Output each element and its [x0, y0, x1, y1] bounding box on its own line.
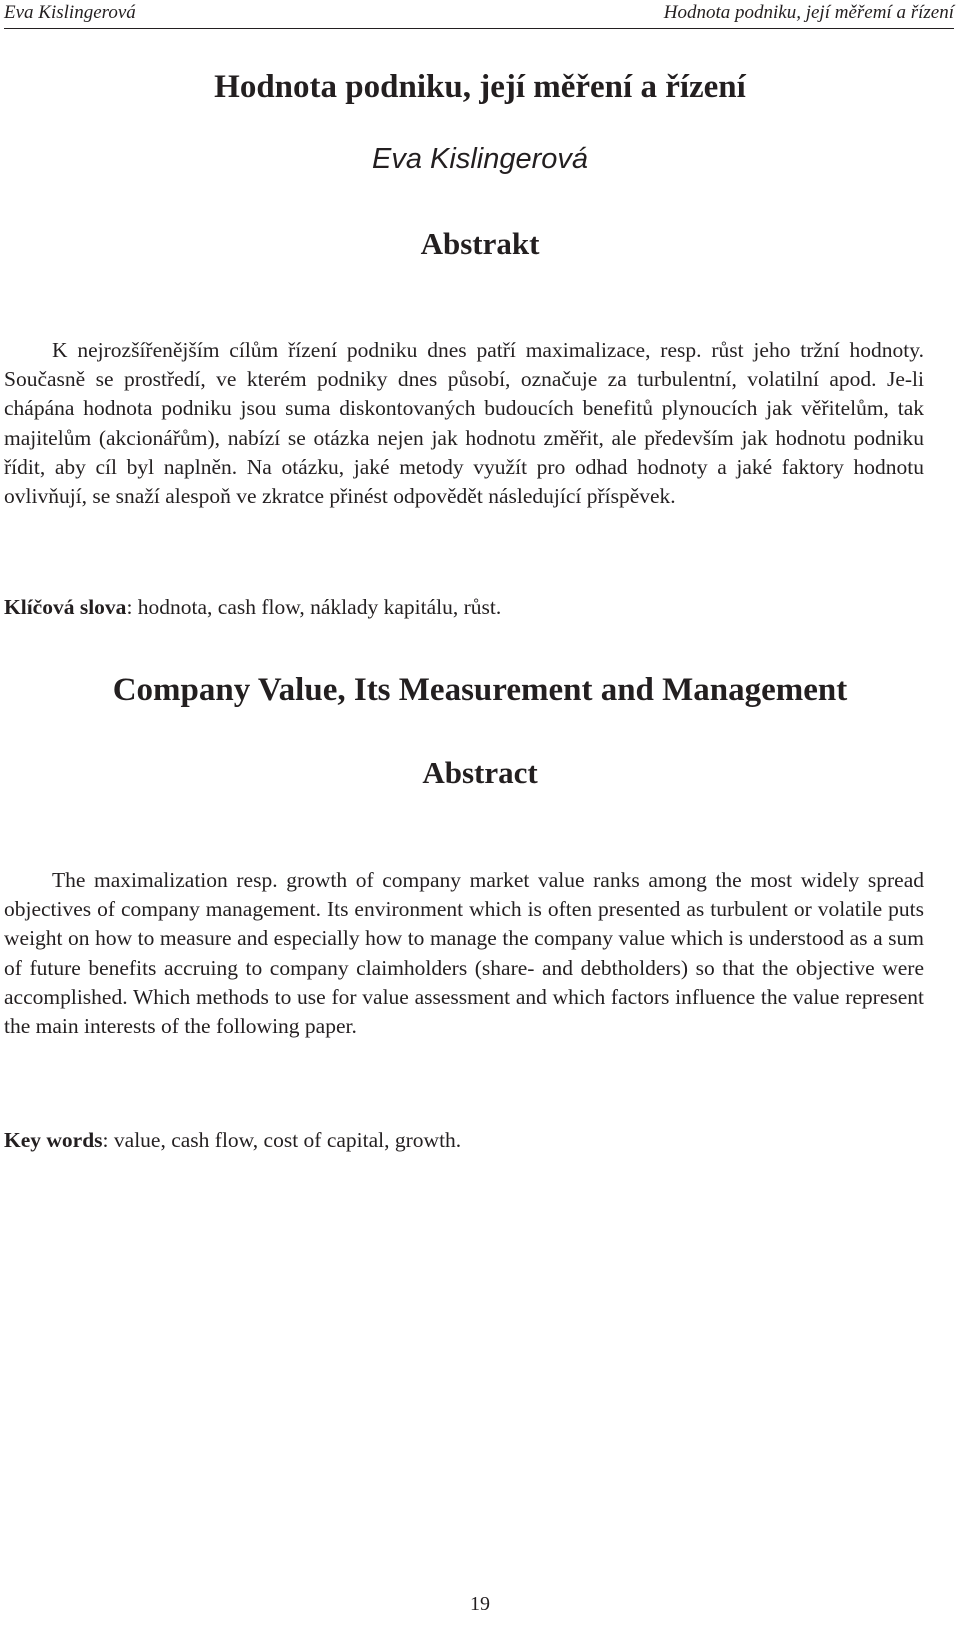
czech-keywords — [4, 592, 934, 622]
czech-keywords-label: Klíčová slova — [4, 595, 127, 619]
author-name: Eva Kislingerová — [372, 143, 588, 175]
english-keywords-label: Key words — [4, 1128, 103, 1152]
running-header-title: Hodnota podniku, její měřemí a řízení — [663, 2, 954, 23]
english-keywords — [4, 1125, 934, 1155]
english-abstract-text: The maximalization resp. growth of company market value ranks among the most widely spread objectives of company management. Its environment which is often presented as turbulent or volatile puts weight on how to measure and especially how to manage the company value which is understood as a sum of future benefits accruing to company claimholders (share- and debtholders) so that the objective were accomplished. Which methods to use for value assessment and which factors influence the value represent the main interests of the following paper. — [4, 868, 924, 1039]
czech-abstract-heading: Abstrakt — [420, 226, 540, 261]
running-header-author: Eva Kislingerová — [4, 2, 136, 23]
english-title: Company Value, Its Measurement and Management — [112, 672, 848, 708]
czech-abstract-text: K nejrozšířenějším cílům řízení podniku dnes patří maximalizace, resp. růst jeho tržní hodnoty. Současně se prostředí, ve kterém podniky dnes působí, označuje za turbulentní, volatilní apod. Je-li chápána hodnota podniku jsou suma diskontovaných budoucích benefitů plynoucích jak věřitelům, tak majitelům (akcionářům), nabízí se otázka nejen jak hodnotu změřit, ale především jak hodnotu podniku řídit, aby cíl byl naplněn. Na otázku, jaké metody využít pro odhad hodnoty a jaké faktory hodnotu ovlivňují, se snaží alespoň ve zkratce přinést odpovědět následující příspěvek. — [4, 338, 924, 509]
running-header — [4, 0, 954, 29]
page-number: 19 — [470, 1593, 490, 1615]
english-abstract-heading: Abstract — [422, 755, 538, 790]
czech-keywords-list: : hodnota, cash flow, náklady kapitálu, růst. — [126, 595, 502, 619]
czech-title: Hodnota podniku, její měření a řízení — [214, 69, 746, 105]
english-keywords-list: : value, cash flow, cost of capital, growth. — [102, 1128, 462, 1152]
